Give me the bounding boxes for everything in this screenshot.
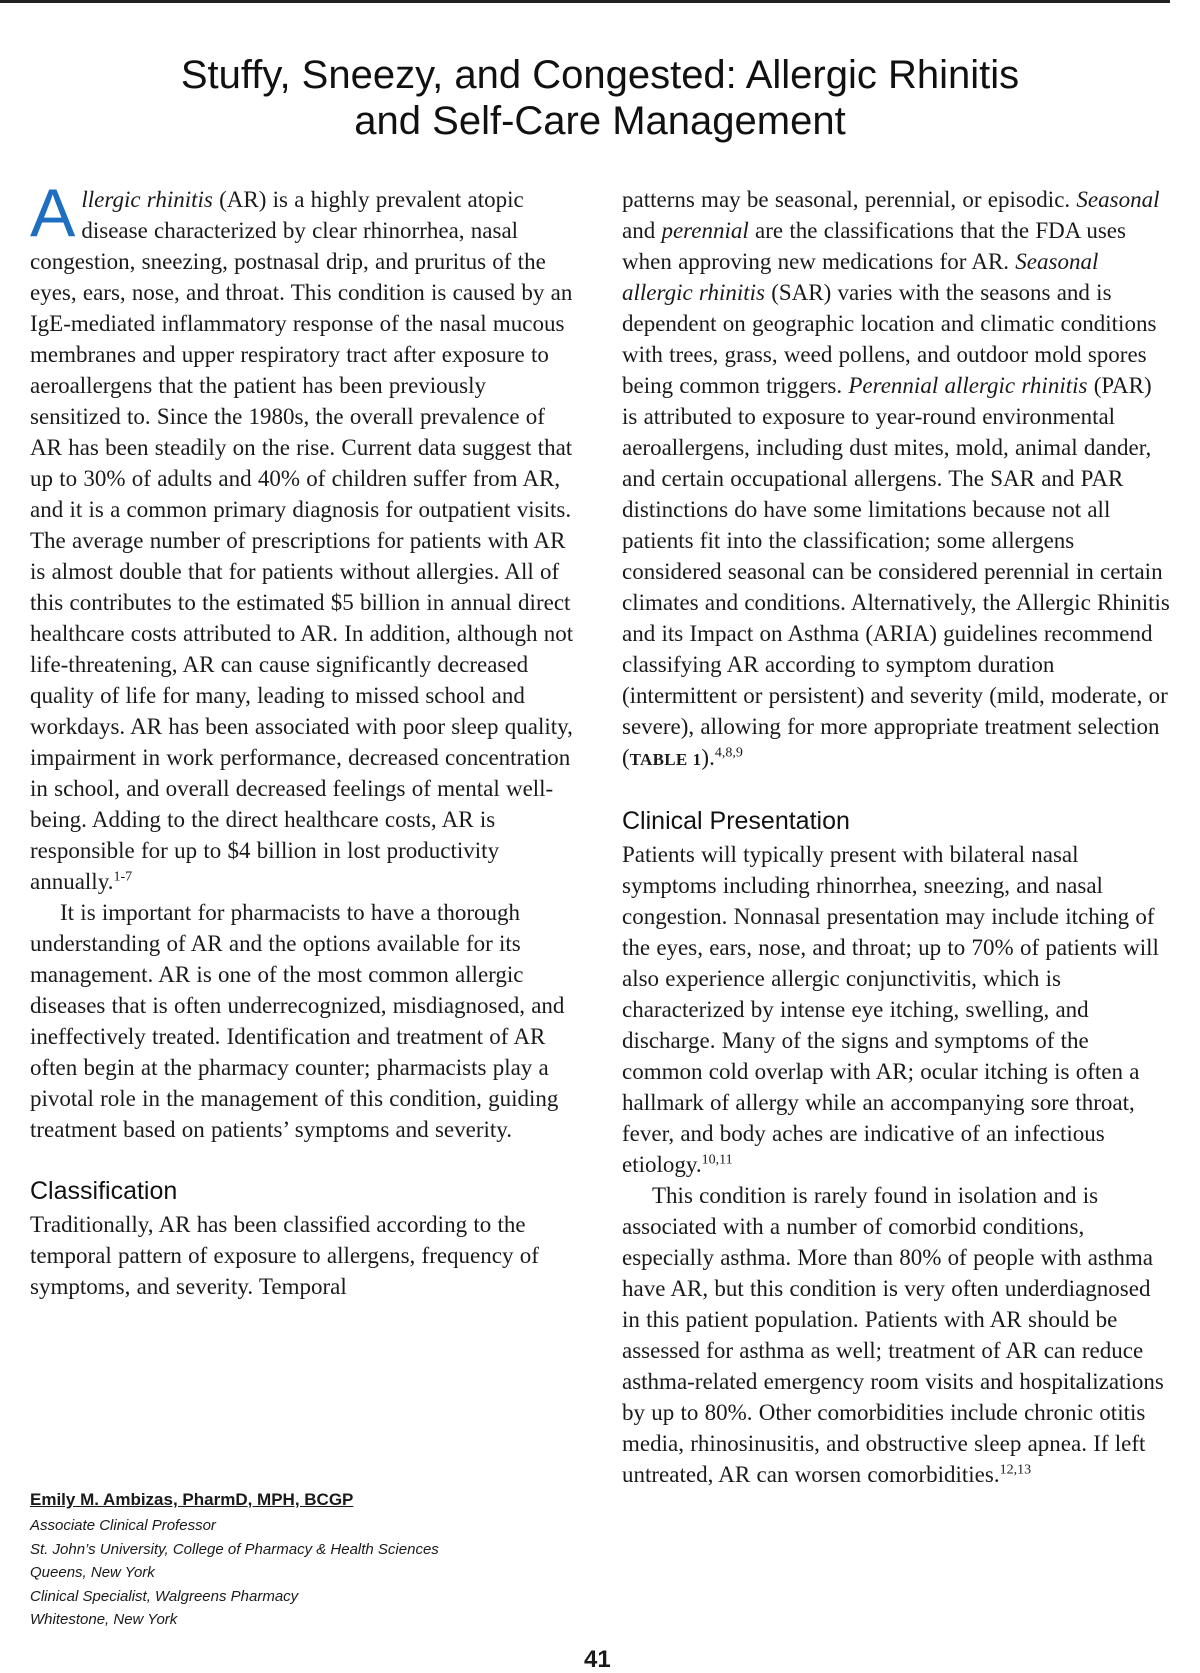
text-run: Patients will typically present with bilateral nasal symptoms including rhinorrhea, sneezing, and nasal congestion. Nonnasal presentation may include itching of the eyes, ears, nose, and throat; up to 70% of patients will also experience allergic conjunctivitis, which is characterized by intense eye itching, swelling, and discharge. Many of the signs and symptoms of the common cold overlap with AR; ocular itching is often a hallmark of allergy while an accompanying sore throat, fever, and body aches are indicative of an infectious etiology. (622, 842, 1159, 1177)
right-column (622, 184, 1172, 1490)
classification-citation: 4,8,9 (714, 745, 743, 761)
title-line-1: Stuffy, Sneezy, and Congested: Allergic Rhinitis (180, 53, 1020, 97)
classification-paragraph: Traditionally, AR has been classified according to the temporal pattern of exposure to allergens, frequency of symptoms, and severity. Temporal (30, 1212, 539, 1299)
text-run: (PAR) is attributed to exposure to year-round environmental aeroallergens, including dust mites, mold, animal dander, and certain occupational allergens. The SAR and PAR distinctions do have some limitations because not all patients fit into the classification; some allergens considered seasonal can be considered perennial in certain climates and conditions. Alternatively, the Allergic Rhinitis and its Impact on Asthma (ARIA) guidelines recommend classifying AR according to symptom duration (intermittent or persistent) and severity (mild, moderate, or severe), allowing for more appropriate treatment selection ( (622, 373, 1170, 770)
clinical-citation-1: 10,11 (701, 1152, 733, 1168)
text-run: ). (701, 745, 715, 770)
classification-continued-paragraph (622, 184, 1172, 775)
italic-term-par: Perennial allergic rhinitis (848, 373, 1088, 398)
left-column (30, 175, 578, 1302)
clinical-paragraph-2 (622, 1180, 1172, 1490)
text-run: patterns may be seasonal, perennial, or episodic. (622, 187, 1077, 212)
author-affiliation-line: Queens, New York (30, 1564, 155, 1581)
text-run: are the classifications that the FDA uses when approving new medications for AR. (622, 218, 1126, 274)
author-name: Emily M. Ambizas, PharmD, MPH, BCGP (30, 1490, 354, 1509)
intro-paragraph (30, 175, 578, 897)
italic-term-sar: Seasonal allergic rhinitis (622, 249, 1099, 305)
classification-heading: Classification (30, 1177, 178, 1205)
italic-term-perennial: perennial (661, 218, 749, 243)
intro-citation: 1-7 (113, 869, 133, 885)
text-run: (SAR) varies with the seasons and is dependent on geographic location and climatic conditions with trees, grass, weed pollens, and outdoor mold spores being common triggers. (622, 280, 1157, 398)
author-affiliation-line: Clinical Specialist, Walgreens Pharmacy (30, 1587, 299, 1605)
clinical-presentation-heading: Clinical Presentation (622, 807, 850, 835)
text-run: and (622, 218, 662, 243)
clinical-paragraph-1 (622, 839, 1172, 1180)
page-number: 41 (584, 1646, 611, 1673)
article-title (0, 52, 1200, 144)
italic-term-seasonal: Seasonal (1076, 187, 1160, 212)
author-block (30, 1488, 590, 1632)
clinical-citation-2: 12,13 (999, 1462, 1032, 1478)
intro-text: (AR) is a highly prevalent atopic disease characterized by clear rhinorrhea, nasal congestion, sneezing, postnasal drip, and pruritus of the eyes, ears, nose, and throat. This condition is caused by an IgE-mediated inflammatory response of the nasal mucous membranes and upper respiratory tract after exposure to aeroallergens that the patient has been previously sensitized to. Since the 1980s, the overall prevalence of AR has been steadily on the rise. Current data suggest that up to 30% of adults and 40% of children suffer from AR, and it is a common primary diagnosis for outpatient visits. The average number of prescriptions for patients with AR is almost double that for patients without allergies. All of this contributes to the estimated $5 billion in annual direct healthcare costs attributed to AR. In addition, although not life-threatening, AR can cause significantly decreased quality of life for many, leading to missed school and workdays. AR has been associated with poor sleep quality, impairment in work performance, decreased concentration in school, and overall decreased feelings of mental well-being. Adding to the direct healthcare costs, AR is responsible for up to $4 billion in lost productivity annually. (30, 187, 574, 894)
top-rule (0, 0, 1170, 3)
table-reference: TABLE 1 (629, 750, 702, 769)
text-run: This condition is rarely found in isolation and is associated with a number of comorbid conditions, especially asthma. More than 80% of people with asthma have AR, but this condition is very often underdiagnosed in this patient population. Patients with AR should be assessed for asthma as well; treatment of AR can reduce asthma-related emergency room visits and hospitalizations by up to 80%. Other comorbidities include chronic otitis media, rhinosinusitis, and obstructive sleep apnea. If left untreated, AR can worsen comorbidities. (622, 1183, 1164, 1487)
author-affiliation-line: St. John’s University, College of Pharmacy & Health Sciences (30, 1540, 439, 1558)
intro-italic-term: llergic rhinitis (81, 187, 213, 212)
pharmacist-paragraph: It is important for pharmacists to have a thorough understanding of AR and the options available for its management. AR is one of the most common allergic diseases that is often underrecognized, misdiagnosed, and ineffectively treated. Identification and treatment of AR often begin at the pharmacy counter; pharmacists play a pivotal role in the management of this condition, guiding treatment based on patients’ symptoms and severity. (30, 900, 565, 1142)
author-affiliation-line: Associate Clinical Professor (30, 1517, 216, 1534)
title-line-2: and Self-Care Management (354, 99, 846, 143)
author-affiliation-line: Whitestone, New York (30, 1611, 178, 1628)
drop-cap: A (30, 175, 76, 251)
